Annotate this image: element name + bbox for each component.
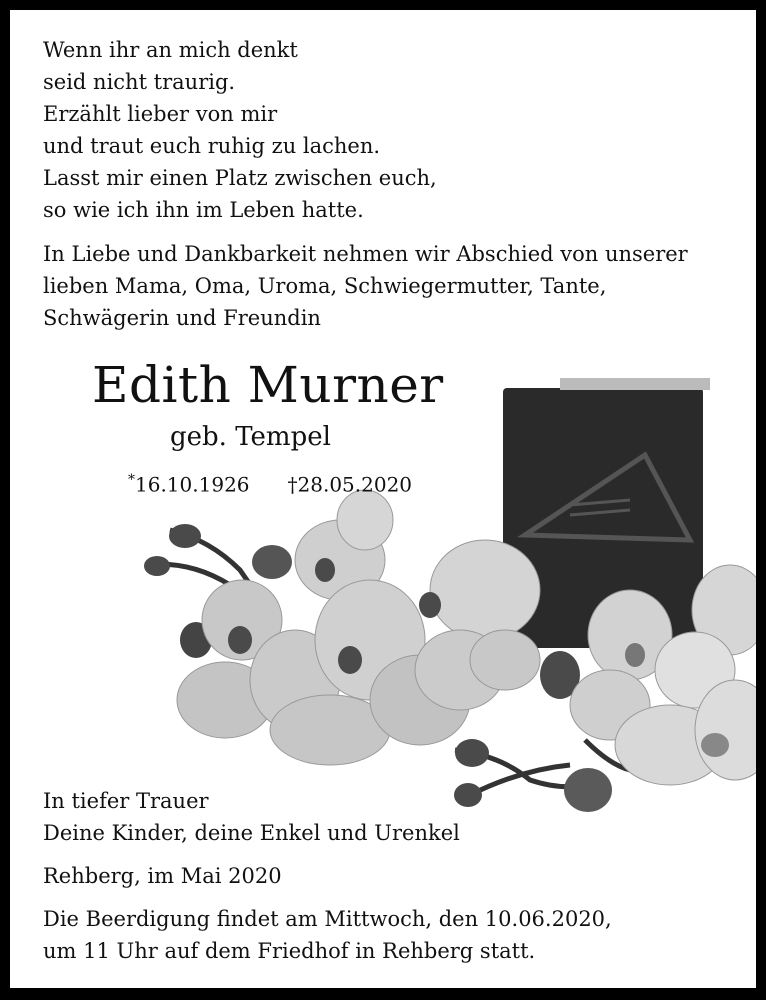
funeral-info — [43, 903, 612, 967]
born-symbol: * — [128, 472, 135, 488]
life-dates — [128, 466, 412, 499]
death-date: †28.05.2020 — [287, 472, 413, 497]
farewell-line: lieben Mama, Oma, Uroma, Schwiegermutter, Tante, — [43, 274, 607, 298]
obituary-notice — [10, 10, 756, 988]
farewell-line: Schwägerin und Freundin — [43, 306, 321, 330]
poem-line: und traut euch ruhig zu lachen. — [43, 134, 381, 158]
poem-line: Erzählt lieber von mir — [43, 102, 278, 126]
mourners-line: Deine Kinder, deine Enkel und Urenkel — [43, 821, 460, 845]
place-date — [43, 860, 282, 892]
poem-line: Lasst mir einen Platz zwischen euch, — [43, 166, 437, 190]
funeral-line: Die Beerdigung findet am Mittwoch, den 10.06.2020, — [43, 907, 612, 931]
mourners-line: In tiefer Trauer — [43, 789, 209, 813]
poem-line: Wenn ihr an mich denkt — [43, 38, 298, 62]
farewell-line: In Liebe und Dankbarkeit nehmen wir Abschied von unserer — [43, 242, 688, 266]
birth-date: 16.10.1926 — [135, 472, 250, 497]
deceased-name: Edith Murner — [92, 356, 444, 414]
poem-line: so wie ich ihn im Leben hatte. — [43, 198, 364, 222]
birth-name: geb. Tempel — [170, 422, 331, 452]
place-date-line: Rehberg, im Mai 2020 — [43, 864, 282, 888]
poem — [43, 34, 437, 226]
farewell-text — [43, 238, 688, 334]
funeral-line: um 11 Uhr auf dem Friedhof in Rehberg statt. — [43, 939, 536, 963]
mourners — [43, 785, 460, 849]
poem-line: seid nicht traurig. — [43, 70, 236, 94]
